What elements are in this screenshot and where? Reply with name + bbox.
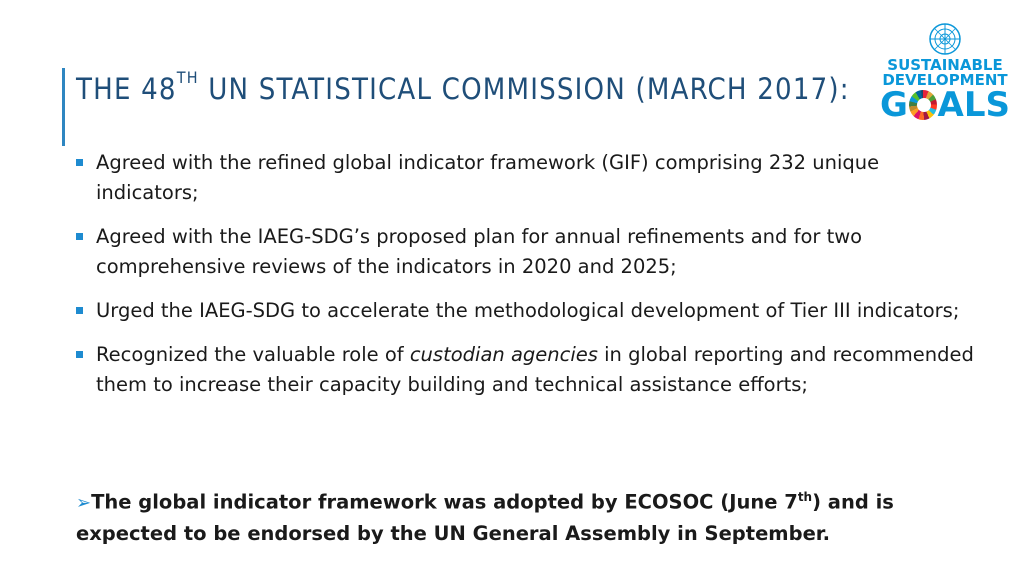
bullet-item [76,148,986,208]
bullet-item [76,340,986,400]
logo-line-development: DEVELOPMENT [882,71,1008,89]
un-emblem-icon [928,22,962,56]
title-post: UN STATISTICAL COMMISSION (MARCH 2017): [198,72,850,106]
title-pre: THE 48 [76,72,177,106]
conclusion-statement [76,482,976,549]
logo-line-sustainable: SUSTAINABLE [887,56,1003,74]
square-bullet-icon [76,307,83,314]
bullet-text-post: in global reporting and recommended them to increase their capacity building and technical assistance efforts; [96,343,974,396]
title-superscript: TH [176,68,199,87]
logo-goals-g: G [880,85,908,125]
bullet-item [76,222,986,282]
bullet-text: Urged the IAEG-SDG to accelerate the methodological development of Tier III indicators; [96,299,960,322]
bullet-item [76,296,986,326]
square-bullet-icon [76,233,83,240]
sdg-logo [880,20,1010,125]
arrow-bullet-icon: ➢ [76,492,92,514]
bullet-text: Agreed with the refined global indicator framework (GIF) comprising 232 unique indicators; [96,151,880,204]
logo-line-goals [880,85,1010,125]
slide-title [76,68,850,106]
square-bullet-icon [76,351,83,358]
conclusion-text-pre: The global indicator framework was adopted by ECOSOC (June 7 [91,490,798,514]
bullet-list [76,148,986,414]
conclusion-superscript: th [797,490,813,504]
logo-goals-rest: ALS [937,85,1010,125]
square-bullet-icon [76,159,83,166]
conclusion-text-post: ) and is expected to be endorsed by the UN General Assembly in September. [76,490,894,545]
bullet-text-pre: Recognized the valuable role of [96,343,410,366]
sdg-wheel-icon [909,90,937,120]
title-accent-bar [62,68,65,146]
bullet-text: Agreed with the IAEG-SDG’s proposed plan for annual refinements and for two comprehensive reviews of the indicators in 2020 and 2025; [96,225,863,278]
bullet-text-emphasis: custodian agencies [409,343,598,366]
